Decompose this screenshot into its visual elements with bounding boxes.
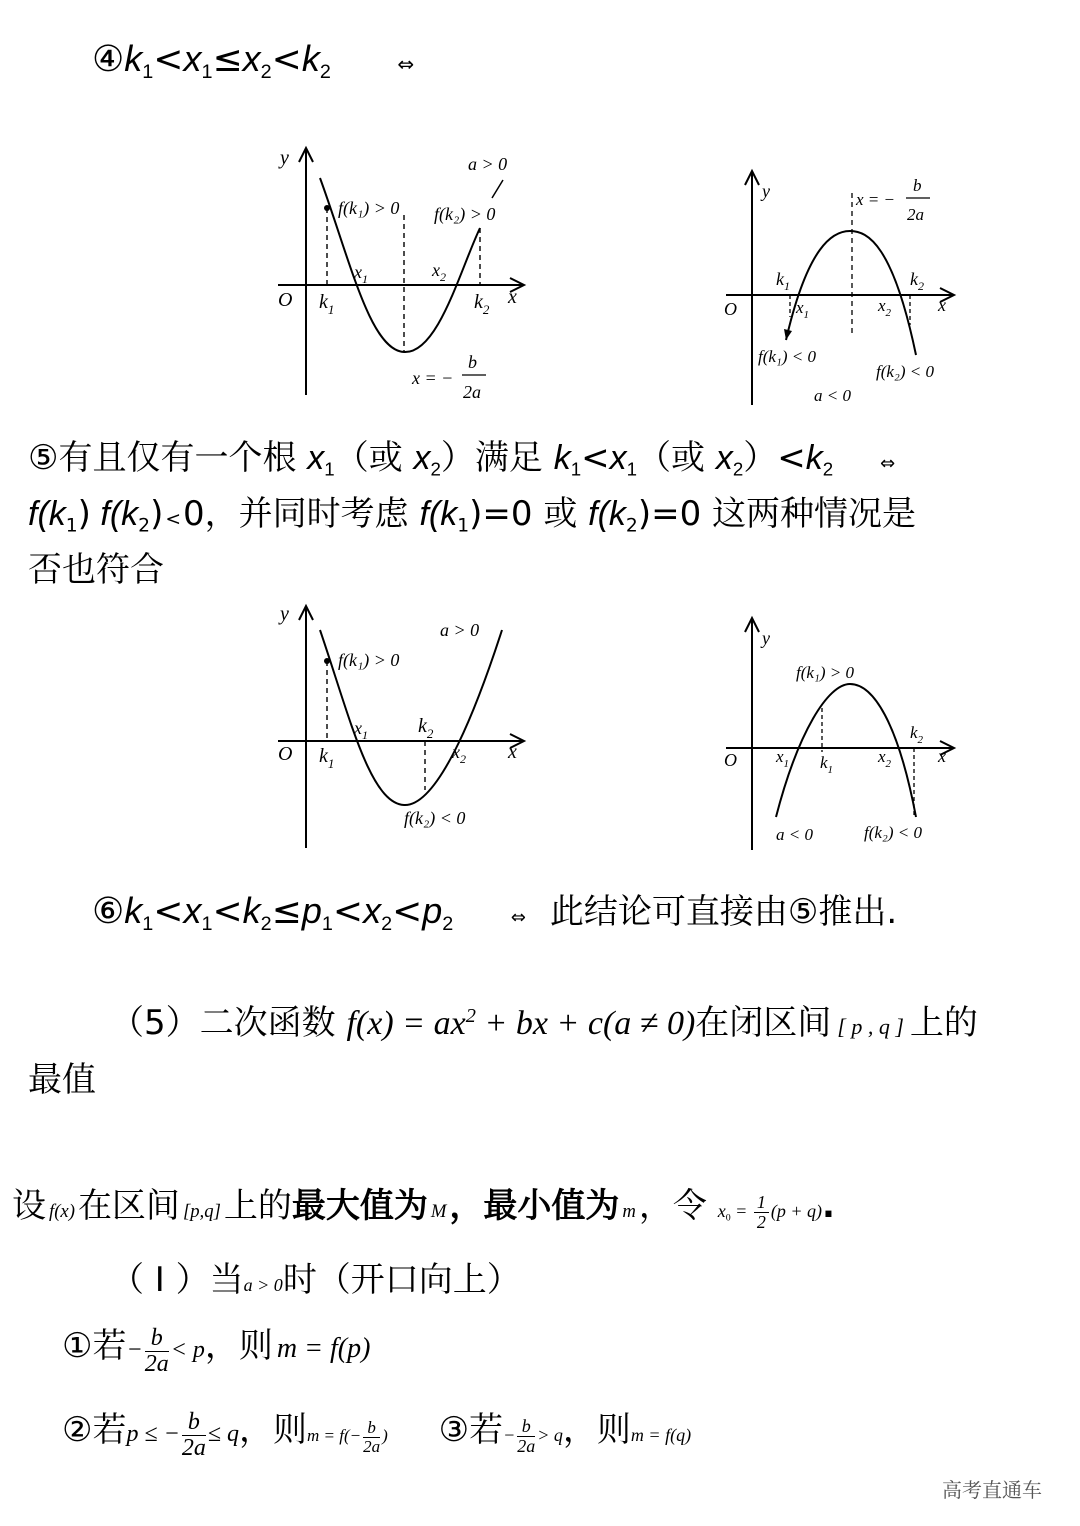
case-item-2-3: ②若p ≤ − $\frac{b}{2a}$ ≤ q，则m = f(− $\frac{b}{2a}$ ) ③若− $\frac{b}{2a}$ > q，则m = f(q) (62, 1408, 692, 1461)
x1-symbol: $x_1$ (609, 439, 638, 480)
quadratic-formula: $f(x) = ax^2$ + bx + c(a ≠ 0) (346, 1004, 696, 1042)
f-k1-positive-label: f(k₁) > 0 (338, 198, 400, 218)
figure-2-graph (718, 165, 968, 410)
case-item-1: ①若− $\frac{b}{2a}$ < p，则 m = f(p) (62, 1324, 371, 1377)
figure-1-graph (270, 140, 540, 400)
x2-label: $x_2$ (432, 260, 446, 284)
condition-4-line (92, 38, 414, 84)
x0-definition: $x_0$ = $\frac{1}{2}$ (p + q) (717, 1192, 822, 1233)
condition-5-line-1: ⑤有且仅有一个根 $x_1$（或 $x_2$）满足 $k_1<x_1$（或 $x_2)<k_2$ ⇔ (28, 438, 896, 480)
f-k2-negative-label: f(k₂) < 0 (876, 362, 934, 381)
f-k1-positive-label: f(k₁) > 0 (796, 663, 854, 682)
origin-label: O (278, 743, 293, 765)
x2-label: $x_2$ (878, 747, 892, 770)
a-negative-label: a < 0 (776, 825, 813, 844)
f-k1-positive-label: f(k₁) > 0 (338, 650, 400, 670)
f-k2-negative-label: f(k₂) < 0 (864, 823, 922, 842)
k2-label: $k_2$ (910, 269, 924, 293)
y-axis-label: y (280, 147, 289, 169)
x2-symbol: $x_2$ (715, 439, 744, 480)
x1-label: $x_1$ (796, 298, 810, 321)
k2-label: $k_2$ (474, 291, 490, 317)
section-5-heading: （5）二次函数 $f(x) = ax^2$ + bx + c(a ≠ 0)在闭区间 [ p , q ] 上的 (110, 1003, 978, 1043)
axis-fraction-den: 2a (907, 205, 924, 224)
iff-symbol: ⇔ (397, 52, 415, 76)
condition-5-line-3: 否也符合 (28, 550, 164, 590)
origin-label: O (724, 750, 737, 770)
x1-symbol: $x_1$ (183, 38, 213, 83)
k2-label: $k_2$ (418, 715, 434, 741)
x1-label: $x_1$ (776, 747, 790, 770)
less-than: < (153, 39, 184, 80)
x2-symbol: $x_2$ (242, 38, 272, 83)
x1-label: $x_1$ (354, 718, 368, 742)
k2-label: $k_2$ (910, 723, 924, 746)
origin-label: O (724, 299, 737, 319)
a-positive-label: a > 0 (468, 154, 508, 174)
x2-symbol: $x_2$ (413, 439, 441, 480)
k2-symbol: $k_2$ (805, 439, 834, 480)
axis-fraction-num: b (913, 176, 922, 195)
origin-label: O (278, 289, 293, 311)
x2-label: $x_2$ (452, 742, 466, 766)
iff-symbol: ⇔ (510, 907, 526, 928)
closed-interval: [ p , q ] (837, 1014, 904, 1039)
k1-label: $k_1$ (319, 745, 335, 771)
k1-symbol: $k_1$ (553, 439, 582, 480)
x-axis-label: x (508, 286, 517, 308)
section-5-heading-line-2: 最值 (28, 1060, 96, 1100)
a-negative-label: a < 0 (814, 386, 851, 405)
x2-label: $x_2$ (878, 296, 892, 319)
k1-label: $k_1$ (776, 269, 790, 293)
case-1-heading: （ I ）当a > 0时（开口向上） (110, 1260, 521, 1300)
x-axis-label: x (508, 741, 517, 763)
f-k2-positive-label: f(k₂) > 0 (434, 204, 496, 224)
f-k2-negative-label: f(k₂) < 0 (404, 808, 466, 828)
x-axis-label: x (938, 295, 946, 315)
condition-6-line: $⑥k_1<x_1<k_2\le p_1<x_2<p_2$ ⇔ 此结论可直接由⑤推出. (92, 890, 898, 935)
watermark: 高考直通车 (942, 1478, 1042, 1502)
axis-of-symmetry-label: x = − (412, 368, 454, 388)
axis-of-symmetry-label: x = − (856, 190, 895, 209)
y-axis-label: y (762, 628, 770, 648)
less-equal: ≤ (212, 39, 243, 80)
definition-line: 设f(x)在区间 [p,q]上的最大值为 M，最小值为 m，令 $x_0$ = $\frac{1}{2}$ (p + q). (12, 1186, 835, 1233)
condition-6-conclusion: 此结论可直接由⑤推出. (549, 892, 898, 932)
a-positive-label: a > 0 (440, 620, 480, 640)
k2-symbol: $k_2$ (301, 38, 331, 83)
x-axis-label: x (938, 746, 946, 766)
iff-symbol: ⇔ (879, 453, 896, 474)
figure-3-graph (270, 598, 540, 853)
less-than: < (271, 39, 302, 80)
k1-label: $k_1$ (820, 753, 834, 776)
f-k1-negative-label: f(k₁) < 0 (758, 347, 816, 366)
axis-fraction-den: 2a (463, 382, 481, 400)
figure-4-graph (718, 612, 968, 854)
x1-label: $x_1$ (354, 262, 368, 286)
axis-fraction-num: b (468, 352, 477, 372)
y-axis-label: y (280, 603, 289, 625)
condition-5-line-2: $f(k_1)$ $f(k_2) <0$，并同时考虑 $f(k_1)=0$ 或 $f(k_2)=0$ 这两种情况是 (28, 494, 917, 537)
circled-4: ④ (92, 39, 125, 80)
y-axis-label: y (762, 181, 770, 201)
k1-symbol: $k_1$ (124, 38, 154, 83)
k1-label: $k_1$ (319, 291, 335, 317)
x1-symbol: $x_1$ (307, 439, 335, 480)
